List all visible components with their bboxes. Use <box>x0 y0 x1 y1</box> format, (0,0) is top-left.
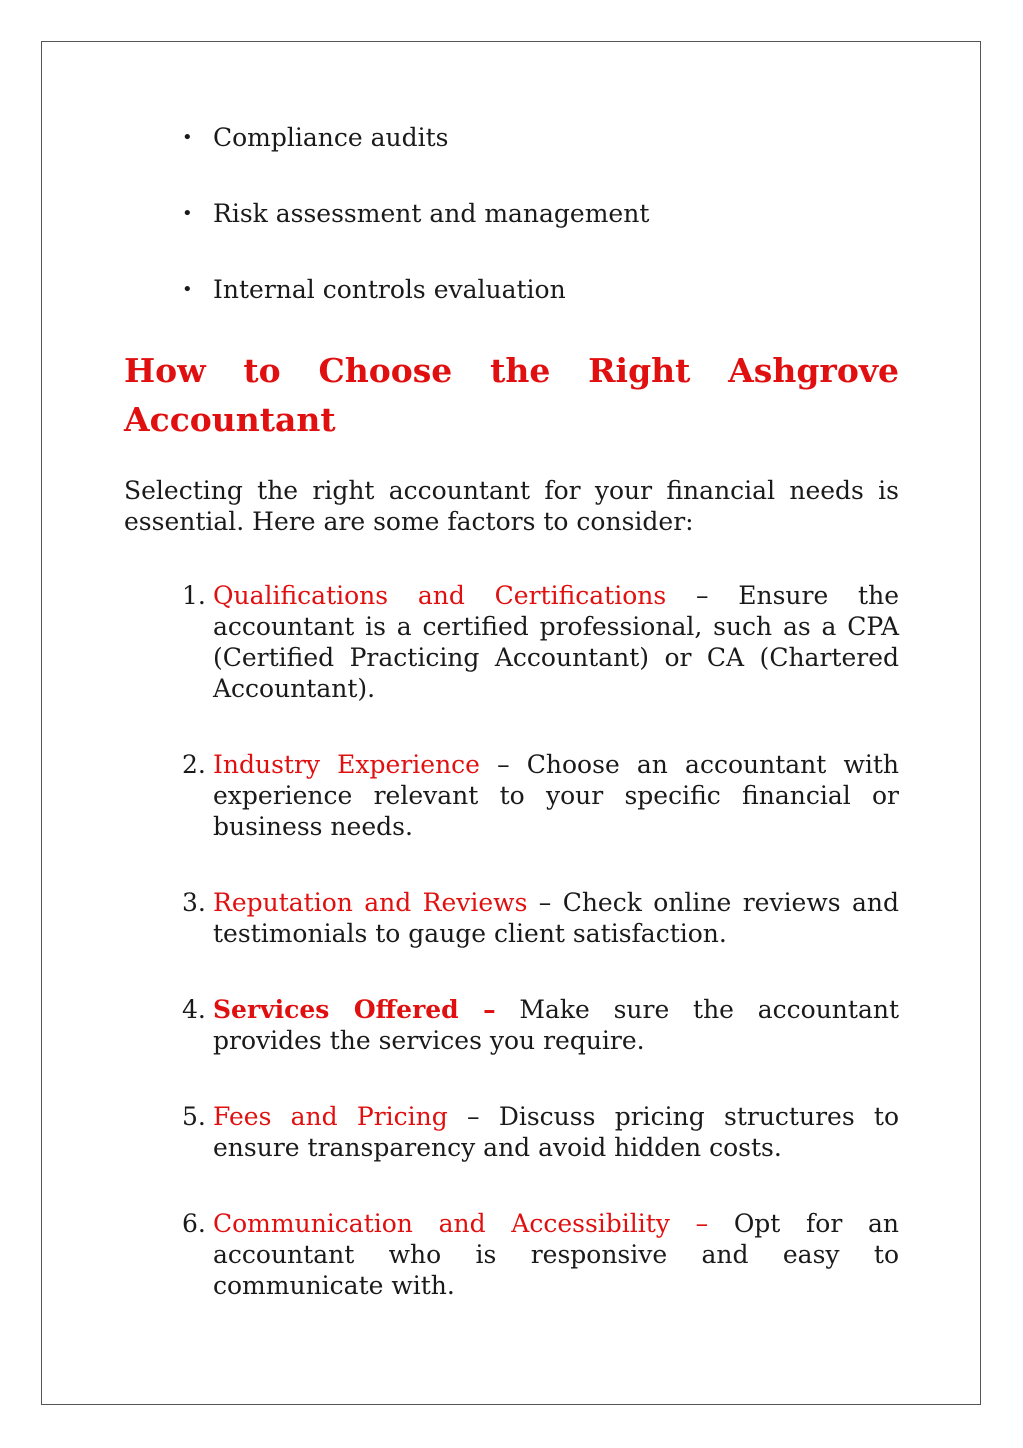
factor-separator <box>708 1209 734 1238</box>
factor-text: Check online reviews and testimonials to gauge client satisfaction. <box>213 888 899 948</box>
factor-number: 6. <box>182 1209 206 1238</box>
bullet-dot-icon: • <box>182 203 193 224</box>
factor-text: Choose an accountant with experience relevant to your specific financial or business needs. <box>213 750 899 841</box>
factor-item <box>124 580 899 704</box>
factor-text: Opt for an accountant who is responsive and easy to communicate with. <box>213 1209 899 1300</box>
factor-title: Qualifications and Certifications <box>213 581 667 610</box>
factor-number: 3. <box>182 888 206 917</box>
factor-item <box>124 887 899 949</box>
factor-item <box>124 1208 899 1301</box>
factor-title: Fees and Pricing <box>213 1102 448 1131</box>
factor-separator: – <box>666 581 739 610</box>
factor-number: 1. <box>182 581 206 610</box>
factor-title: Communication and Accessibility – <box>213 1209 709 1238</box>
document-content <box>124 118 899 1346</box>
factor-number: 2. <box>182 750 206 779</box>
list-item <box>124 194 899 234</box>
factor-item <box>124 749 899 842</box>
factor-separator <box>496 995 520 1024</box>
factor-text: Ensure the accountant is a certified professional, such as a CPA (Certified Practicing Accountant) or CA (Chartered Accountant). <box>213 581 899 703</box>
bullet-text: Internal controls evaluation <box>213 275 566 304</box>
bullet-text: Risk assessment and management <box>213 199 650 228</box>
factor-number: 4. <box>182 995 206 1024</box>
bullet-text: Compliance audits <box>213 123 449 152</box>
list-item <box>124 118 899 158</box>
factor-item <box>124 1101 899 1163</box>
factor-title: Industry Experience <box>213 750 480 779</box>
bullet-list <box>124 118 899 310</box>
factor-separator: – <box>527 888 563 917</box>
factor-text: Make sure the accountant provides the services you require. <box>213 995 899 1055</box>
factor-item <box>124 994 899 1056</box>
bullet-dot-icon: • <box>182 279 193 300</box>
factor-title: Services Offered – <box>213 995 496 1024</box>
bullet-dot-icon: • <box>182 127 193 148</box>
section-heading: How to Choose the Right Ashgrove Accountant <box>124 351 899 439</box>
factors-list <box>124 580 899 1301</box>
list-item <box>124 270 899 310</box>
factor-title: Reputation and Reviews <box>213 888 528 917</box>
factor-text: Discuss pricing structures to ensure transparency and avoid hidden costs. <box>213 1102 900 1162</box>
intro-paragraph: Selecting the right accountant for your financial needs is essential. Here are some factors to consider: <box>124 476 899 536</box>
factor-number: 5. <box>182 1102 206 1131</box>
factor-separator: – <box>479 750 527 779</box>
factor-separator: – <box>447 1102 499 1131</box>
